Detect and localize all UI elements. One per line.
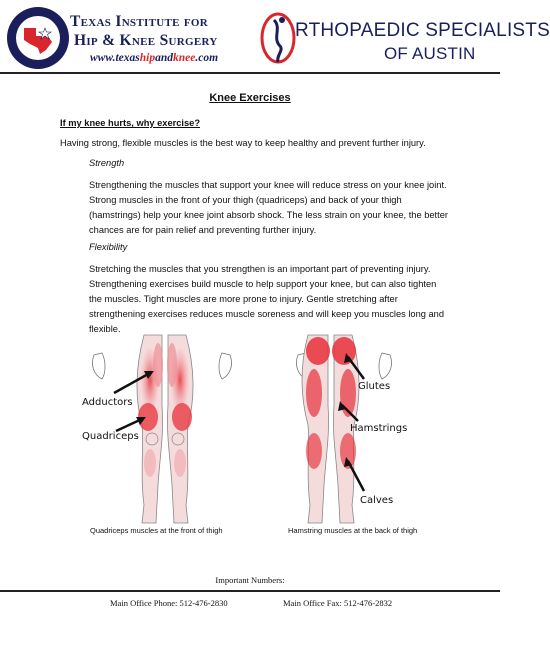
page-title: Knee Exercises <box>209 92 291 104</box>
footer-divider <box>0 590 500 592</box>
label-glutes: Glutes <box>358 381 391 392</box>
label-quadriceps: Quadriceps <box>82 431 139 442</box>
tihk-website-url[interactable]: www.texashipandknee.com <box>90 52 219 64</box>
label-hamstrings: Hamstrings <box>350 423 408 434</box>
back-leg-muscle-illustration <box>286 335 436 527</box>
office-fax: Main Office Fax: 512-476-2832 <box>283 598 393 608</box>
strength-paragraph: Strengthening the muscles that support your knee will reduce stress on your knee joint. Strong muscles in the front of your thigh (quadriceps) and back of your thigh (hamstrings) help your knee joint absorb shock. The less strain on your knee, the better chances are for pain relief and preventing further injury. <box>89 180 448 235</box>
flexibility-paragraph: Stretching the muscles that you strengthen is an important part of preventing injury. Strengthening exercises build muscle to help support your knee, but can also tighten the muscles. Tight muscles are more prone to injury. Gentle stretching after strengthening exercises reduces muscle soreness and will keep you muscles long and flexible. <box>89 264 445 334</box>
back-figure-caption: Hamstring muscles at the back of thigh <box>288 526 418 535</box>
ortho-title-line2: OF AUSTIN <box>384 44 476 63</box>
label-adductors: Adductors <box>82 397 133 408</box>
tihk-title-line1: Texas Institute for <box>70 13 209 30</box>
intro-paragraph: Having strong, flexible muscles is the best way to keep healthy and prevent further injury. <box>60 138 426 148</box>
header-divider <box>0 72 500 74</box>
front-leg-muscle-illustration <box>76 335 246 527</box>
label-calves: Calves <box>360 495 394 506</box>
front-figure-caption: Quadriceps muscles at the front of thigh <box>90 526 223 535</box>
tihk-title-line2: Hip & Knee Surgery <box>74 32 218 49</box>
section-question-heading: If my knee hurts, why exercise? <box>60 118 201 128</box>
page-header <box>0 0 550 74</box>
strength-heading: Strength <box>89 158 125 168</box>
ortho-title-line1: RTHOPAEDIC SPECIALISTS <box>295 20 550 41</box>
office-phone: Main Office Phone: 512-476-2830 <box>110 598 228 608</box>
flexibility-heading: Flexibility <box>89 242 128 252</box>
tihk-seal-logo <box>6 6 70 70</box>
footer-heading: Important Numbers: <box>215 575 285 585</box>
